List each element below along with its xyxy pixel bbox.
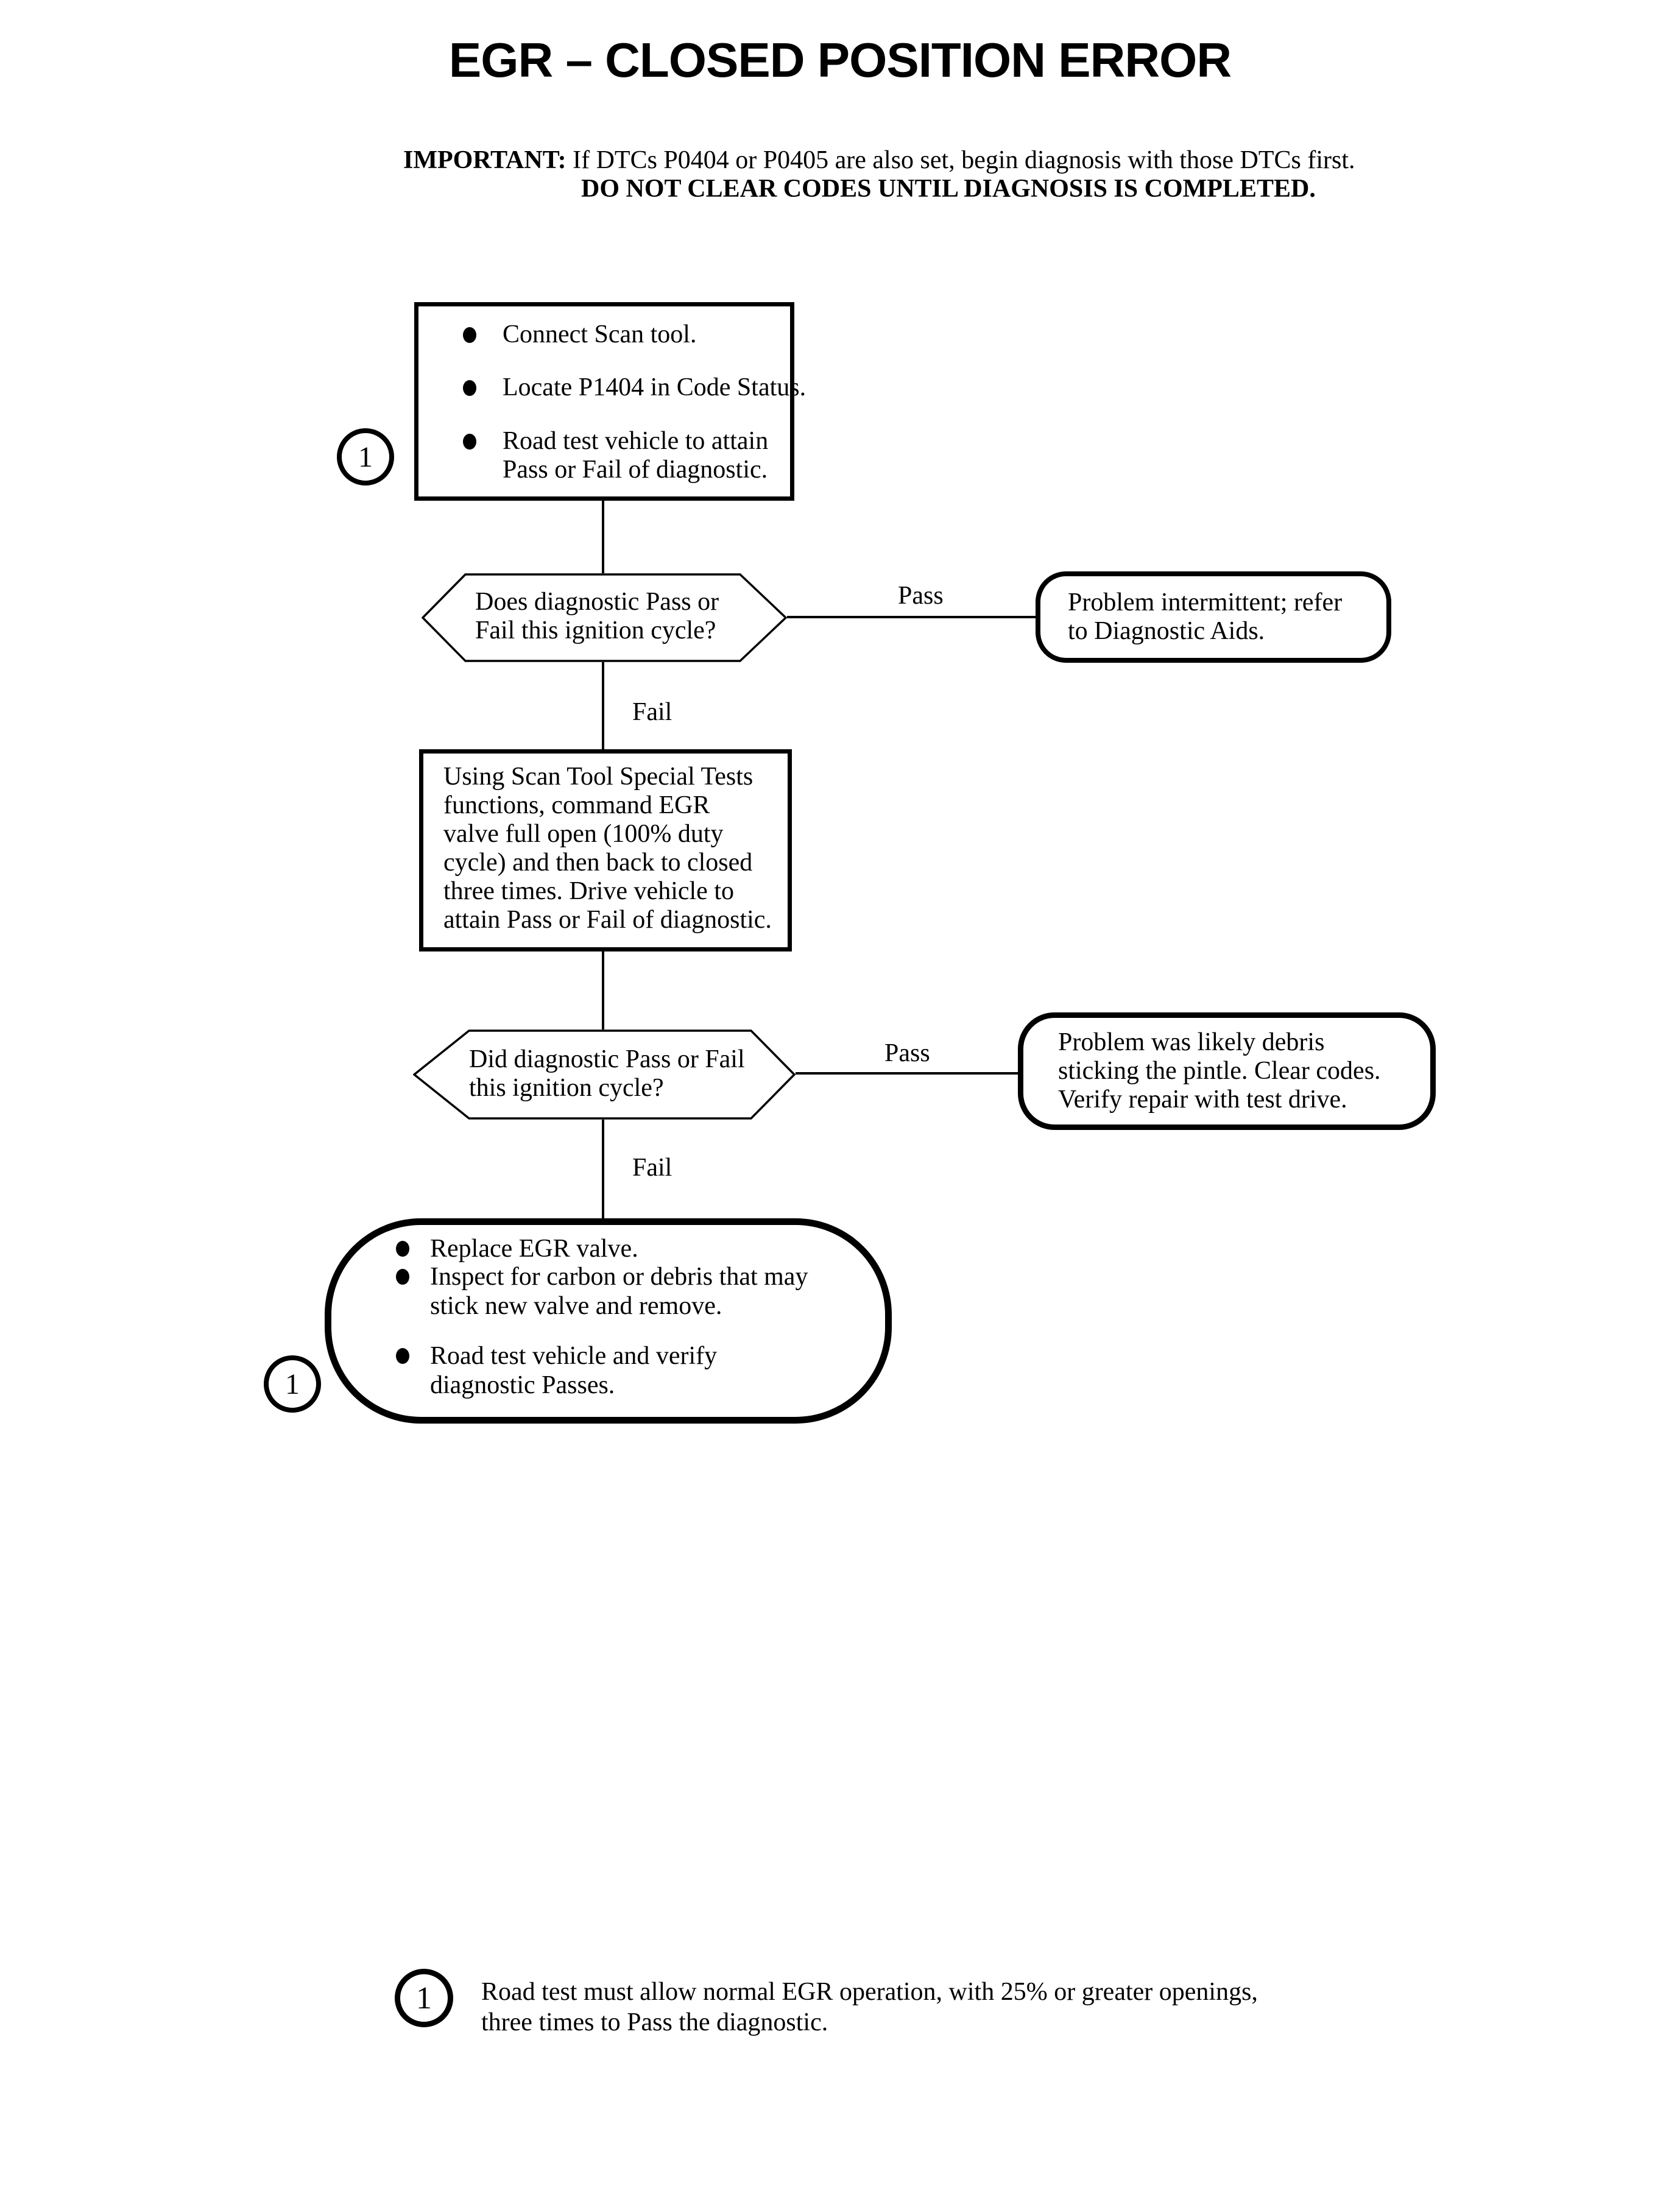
fail-label-1: Fail bbox=[632, 698, 672, 726]
decision2-line2: this ignition cycle? bbox=[469, 1074, 664, 1102]
terminal-bullet-1-text: Replace EGR valve. bbox=[430, 1235, 638, 1263]
bullet-icon bbox=[463, 327, 476, 343]
flow-line-decision1-fail bbox=[602, 662, 604, 749]
step1-box bbox=[414, 302, 806, 501]
step1-bullet-1-text: Connect Scan tool. bbox=[503, 320, 697, 348]
fail-label-2: Fail bbox=[632, 1154, 672, 1182]
footnote-marker-number: 1 bbox=[416, 1980, 432, 2016]
step2-line2: functions, command EGR bbox=[443, 791, 710, 819]
bullet-icon bbox=[463, 434, 476, 450]
footnote-line2: three times to Pass the diagnostic. bbox=[481, 2008, 828, 2036]
step2-line6: attain Pass or Fail of diagnostic. bbox=[443, 906, 772, 934]
terminal-marker-number: 1 bbox=[285, 1368, 300, 1400]
decision1-line1: Does diagnostic Pass or bbox=[475, 588, 719, 616]
important-note-line1 bbox=[403, 146, 1355, 175]
bullet-icon bbox=[396, 1241, 409, 1257]
decision2-line1: Did diagnostic Pass or Fail bbox=[469, 1045, 745, 1073]
footnote-text bbox=[481, 1977, 1258, 2038]
important-warning: DO NOT CLEAR CODES UNTIL DIAGNOSIS IS COMPLETED. bbox=[581, 175, 1316, 203]
result2-terminator bbox=[1018, 1012, 1436, 1130]
terminal-bullet-3-line2: diagnostic Passes. bbox=[430, 1371, 615, 1399]
step1-bullet-3 bbox=[463, 427, 768, 484]
bullet-icon bbox=[463, 380, 476, 396]
terminal-bullet-2-line1: Inspect for carbon or debris that may bbox=[430, 1263, 808, 1291]
terminal-marker-circle bbox=[264, 1355, 321, 1413]
page-title: EGR – CLOSED POSITION ERROR bbox=[448, 33, 1232, 87]
flow-line-step2-to-decision2 bbox=[602, 951, 604, 1029]
decision2-hexagon bbox=[413, 1029, 796, 1120]
step1-bullet-2 bbox=[463, 373, 806, 402]
terminal-bullet-1 bbox=[396, 1234, 638, 1263]
decision1-hexagon bbox=[422, 573, 787, 662]
terminal-bullet-3-line1: Road test vehicle and verify bbox=[430, 1342, 718, 1370]
terminal-box bbox=[325, 1218, 892, 1424]
step2-line5: three times. Drive vehicle to bbox=[443, 877, 734, 905]
step2-box bbox=[419, 749, 792, 951]
result1-line1: Problem intermittent; refer bbox=[1068, 588, 1343, 616]
bullet-icon bbox=[396, 1269, 409, 1285]
flow-line-step1-to-decision1 bbox=[602, 501, 604, 573]
pass-label-1: Pass bbox=[898, 582, 944, 610]
step2-line4: cycle) and then back to closed bbox=[443, 849, 753, 877]
terminal-bullet-3 bbox=[396, 1341, 717, 1400]
result1-line2: to Diagnostic Aids. bbox=[1068, 617, 1265, 645]
flow-line-decision1-pass bbox=[787, 616, 1036, 618]
pass-label-2: Pass bbox=[884, 1039, 930, 1067]
important-text: If DTCs P0404 or P0405 are also set, begin diagnosis with those DTCs first. bbox=[573, 146, 1355, 174]
step1-bullet-3-line2: Pass or Fail of diagnostic. bbox=[503, 456, 768, 484]
step1-bullet-3-line1: Road test vehicle to attain bbox=[503, 427, 769, 455]
bullet-icon bbox=[396, 1348, 409, 1364]
step2-line1: Using Scan Tool Special Tests bbox=[443, 763, 754, 791]
step1-marker-number: 1 bbox=[358, 440, 373, 473]
important-label: IMPORTANT: bbox=[403, 146, 566, 174]
step1-bullet-1 bbox=[463, 320, 696, 349]
terminal-bullet-2-line2: stick new valve and remove. bbox=[430, 1292, 722, 1320]
result1-terminator bbox=[1036, 571, 1391, 663]
result2-line3: Verify repair with test drive. bbox=[1058, 1086, 1347, 1114]
step1-bullet-2-text: Locate P1404 in Code Status. bbox=[503, 373, 806, 401]
footnote-marker-circle bbox=[395, 1969, 453, 2027]
decision1-line2: Fail this ignition cycle? bbox=[475, 616, 716, 644]
flow-line-decision2-pass bbox=[796, 1072, 1018, 1075]
step2-line3: valve full open (100% duty bbox=[443, 820, 724, 848]
footnote-line1: Road test must allow normal EGR operation, with 25% or greater openings, bbox=[481, 1978, 1258, 2006]
terminal-bullet-2 bbox=[396, 1262, 808, 1321]
flow-line-decision2-fail bbox=[602, 1120, 604, 1218]
result2-line1: Problem was likely debris bbox=[1058, 1028, 1325, 1056]
step1-marker-circle bbox=[337, 428, 394, 485]
result2-line2: sticking the pintle. Clear codes. bbox=[1058, 1057, 1381, 1085]
